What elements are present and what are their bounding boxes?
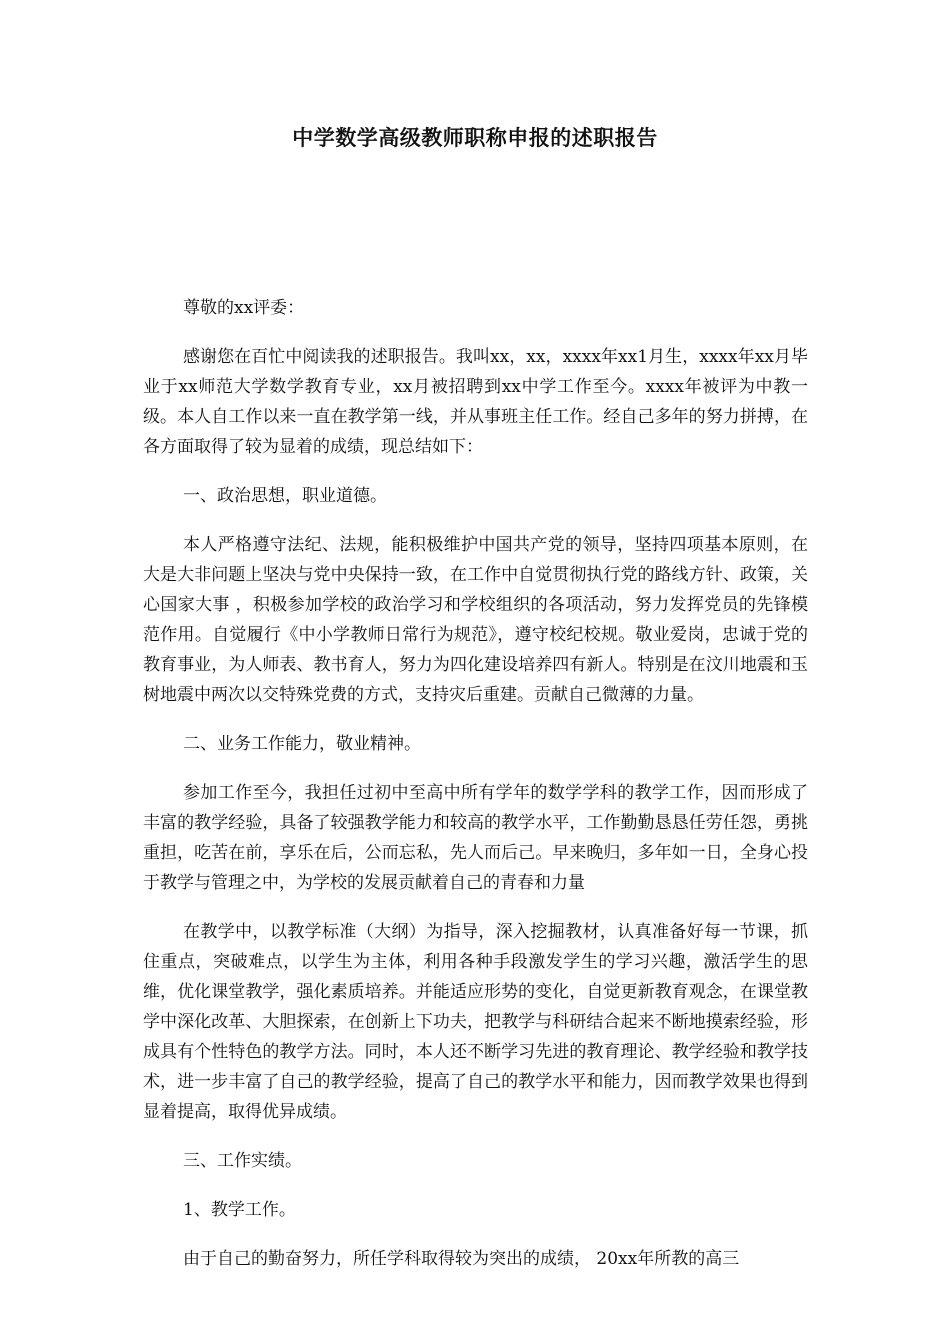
section-heading-2: 二、业务工作能力，敬业精神。 — [183, 734, 421, 754]
section-heading-1: 一、政治思想，职业道德。 — [183, 486, 387, 506]
section-heading-3: 三、工作实绩。 — [183, 1151, 302, 1171]
paragraph-results: 由于自己的勤奋努力，所任学科取得较为突出的成绩， 20xx年所教的高三 — [183, 1249, 740, 1269]
document-body — [143, 293, 808, 1274]
salutation: 尊敬的xx评委： — [183, 298, 305, 318]
paragraph-experience: 参加工作至今，我担任过初中至高中所有学年的数学学科的教学工作，因而形成了丰富的教学经验，具备了较强教学能力和较高的教学水平，工作勤勤恳恳任劳任怨，勇挑重担，吃苦在前，享乐在后，公而忘私，先人而后己。早来晚归，多年如一日，全身心投于教学与管理之中，为学校的发展贡献着自己的青春和力量 — [143, 783, 808, 893]
subsection-heading-1: 1、教学工作。 — [183, 1200, 296, 1220]
paragraph-politics: 本人严格遵守法纪、法规，能积极维护中国共产党的领导，坚持四项基本原则，在大是大非问题上坚决与党中央保持一致，在工作中自觉贯彻执行党的路线方针、政策，关心国家大事 ，积极参加学校的政治学习和学校组织的各项活动，努力发挥党员的先锋模范作用。自觉履行《中小学教师日常行为规范》，遵守校纪校规。敬业爱岗，忠诚于党的教育事业，为人师表、教书育人，努力为四化建设培养四有新人。特别是在汶川地震和玉树地震中两次以交特殊党费的方式，支持灾后重建。贡献自己微薄的力量。 — [143, 535, 808, 705]
paragraph-teaching: 在教学中，以教学标准（大纲）为指导，深入挖掘教材，认真准备好每一节课，抓住重点，突破难点，以学生为主体，利用各种手段激发学生的学习兴趣，激活学生的思维，优化课堂教学，强化素质培养。并能适应形势的变化，自觉更新教育观念，在课堂教学中深化改革、大胆探索，在创新上下功夫，把教学与科研结合起来不断地摸索经验，形成具有个性特色的教学方法。同时，本人还不断学习先进的教育理论、教学经验和教学技术，进一步丰富了自己的教学经验，提高了自己的教学水平和能力，因而教学效果也得到显着提高，取得优异成绩。 — [143, 922, 808, 1122]
paragraph-intro: 感谢您在百忙中阅读我的述职报告。我叫xx，xx，xxxx年xx1月生，xxxx年xx月毕业于xx师范大学数学教育专业，xx月被招聘到xx中学工作至今。xxxx年被评为中教一级。本人自工作以来一直在教学第一线，并从事班主任工作。经自己多年的努力拼搏，在各方面取得了较为显着的成绩，现总结如下： — [143, 347, 808, 457]
document-title: 中学数学高级教师职称申报的述职报告 — [292, 125, 658, 150]
